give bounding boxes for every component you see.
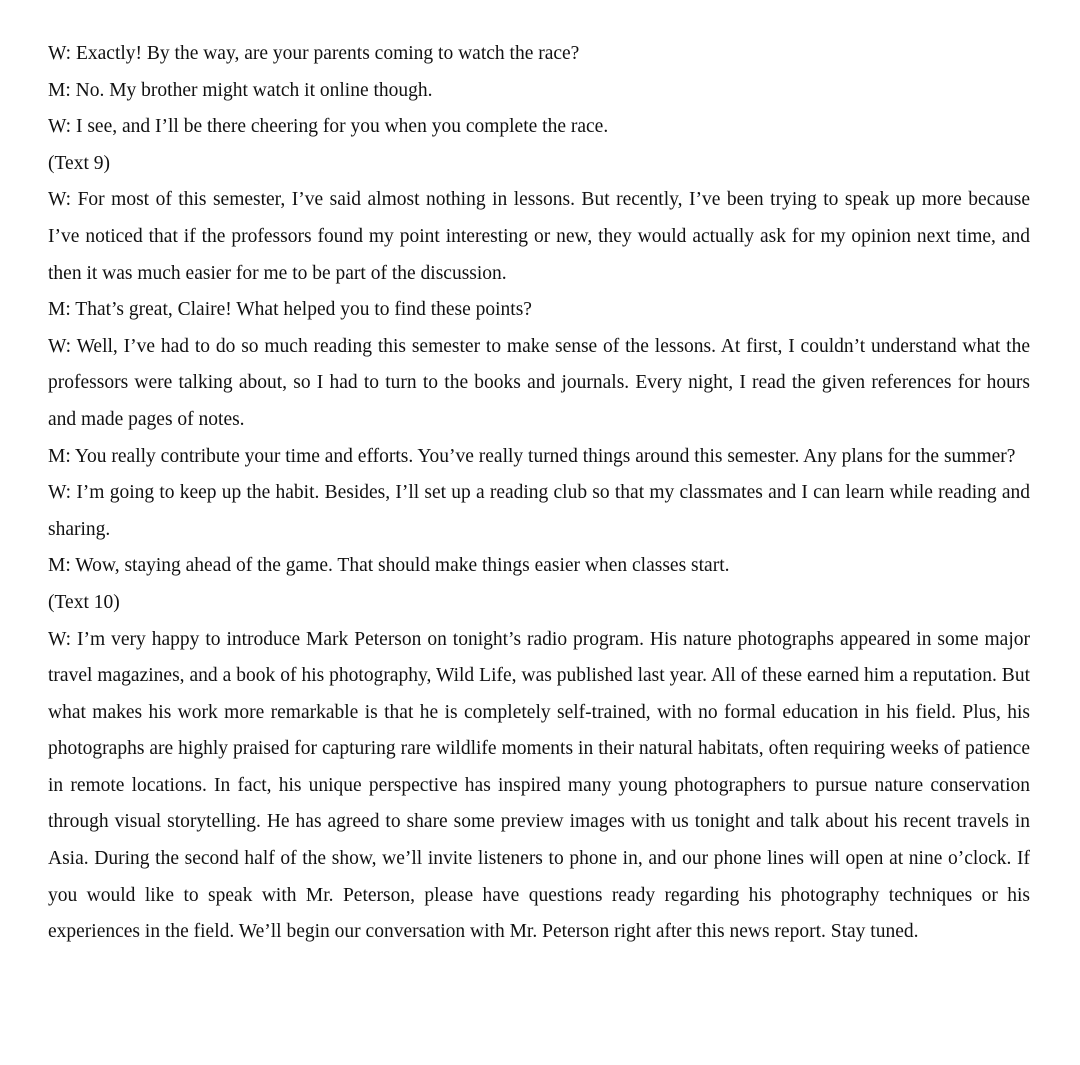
text-9-heading: (Text 9) [48, 152, 110, 174]
dialogue-line: W: I see, and I’ll be there cheering for you when you complete the race. [48, 116, 609, 138]
monologue-paragraph: W: I’m very happy to introduce Mark Peterson on tonight’s radio program. His nature photographs appeared in some major travel magazines, and a book of his photography, Wild Life, was published last year. All of these earned him a reputation. But what makes his work more remarkable is that he is completely self-trained, with no formal education in his field. Plus, his photographs are highly praised for capturing rare wildlife moments in their natural habitats, often requiring weeks of patience in remote locations. In fact, his unique perspective has inspired many young photographers to pursue nature conservation through visual storytelling. He has agreed to share some preview images with us tonight and talk about his recent travels in Asia. During the second half of the show, we’ll invite listeners to phone in, and our phone lines will open at nine o’clock. If you would like to speak with Mr. Peterson, please have questions ready regarding his photography techniques or his experiences in the field. We’ll begin our conversation with Mr. Peterson right after this news report. Stay tuned. [48, 628, 1030, 943]
dialogue-line: M: That’s great, Claire! What helped you to find these points? [48, 299, 532, 321]
dialogue-paragraph: M: You really contribute your time and efforts. You’ve really turned things around this semester. Any plans for the summer? [48, 445, 1016, 467]
dialogue-paragraph: W: I’m going to keep up the habit. Besides, I’ll set up a reading club so that my classmates and I can learn while reading and sharing. [48, 482, 1030, 540]
text-10-heading: (Text 10) [48, 591, 120, 613]
dialogue-paragraph: W: Well, I’ve had to do so much reading this semester to make sense of the lessons. At first, I couldn’t understand what the professors were talking about, so I had to turn to the books and journals. Every night, I read the given references for hours and made pages of notes. [48, 335, 1030, 430]
dialogue-line: M: No. My brother might watch it online though. [48, 79, 433, 101]
dialogue-paragraph: W: For most of this semester, I’ve said almost nothing in lessons. But recently, I’ve been trying to speak up more because I’ve noticed that if the professors found my point interesting or new, they would actually ask for my opinion next time, and then it was much easier for me to be part of the discussion. [48, 189, 1030, 284]
transcript-page [48, 36, 1030, 951]
dialogue-line: W: Exactly! By the way, are your parents coming to watch the race? [48, 43, 580, 64]
dialogue-line: M: Wow, staying ahead of the game. That should make things easier when classes start. [48, 555, 730, 577]
